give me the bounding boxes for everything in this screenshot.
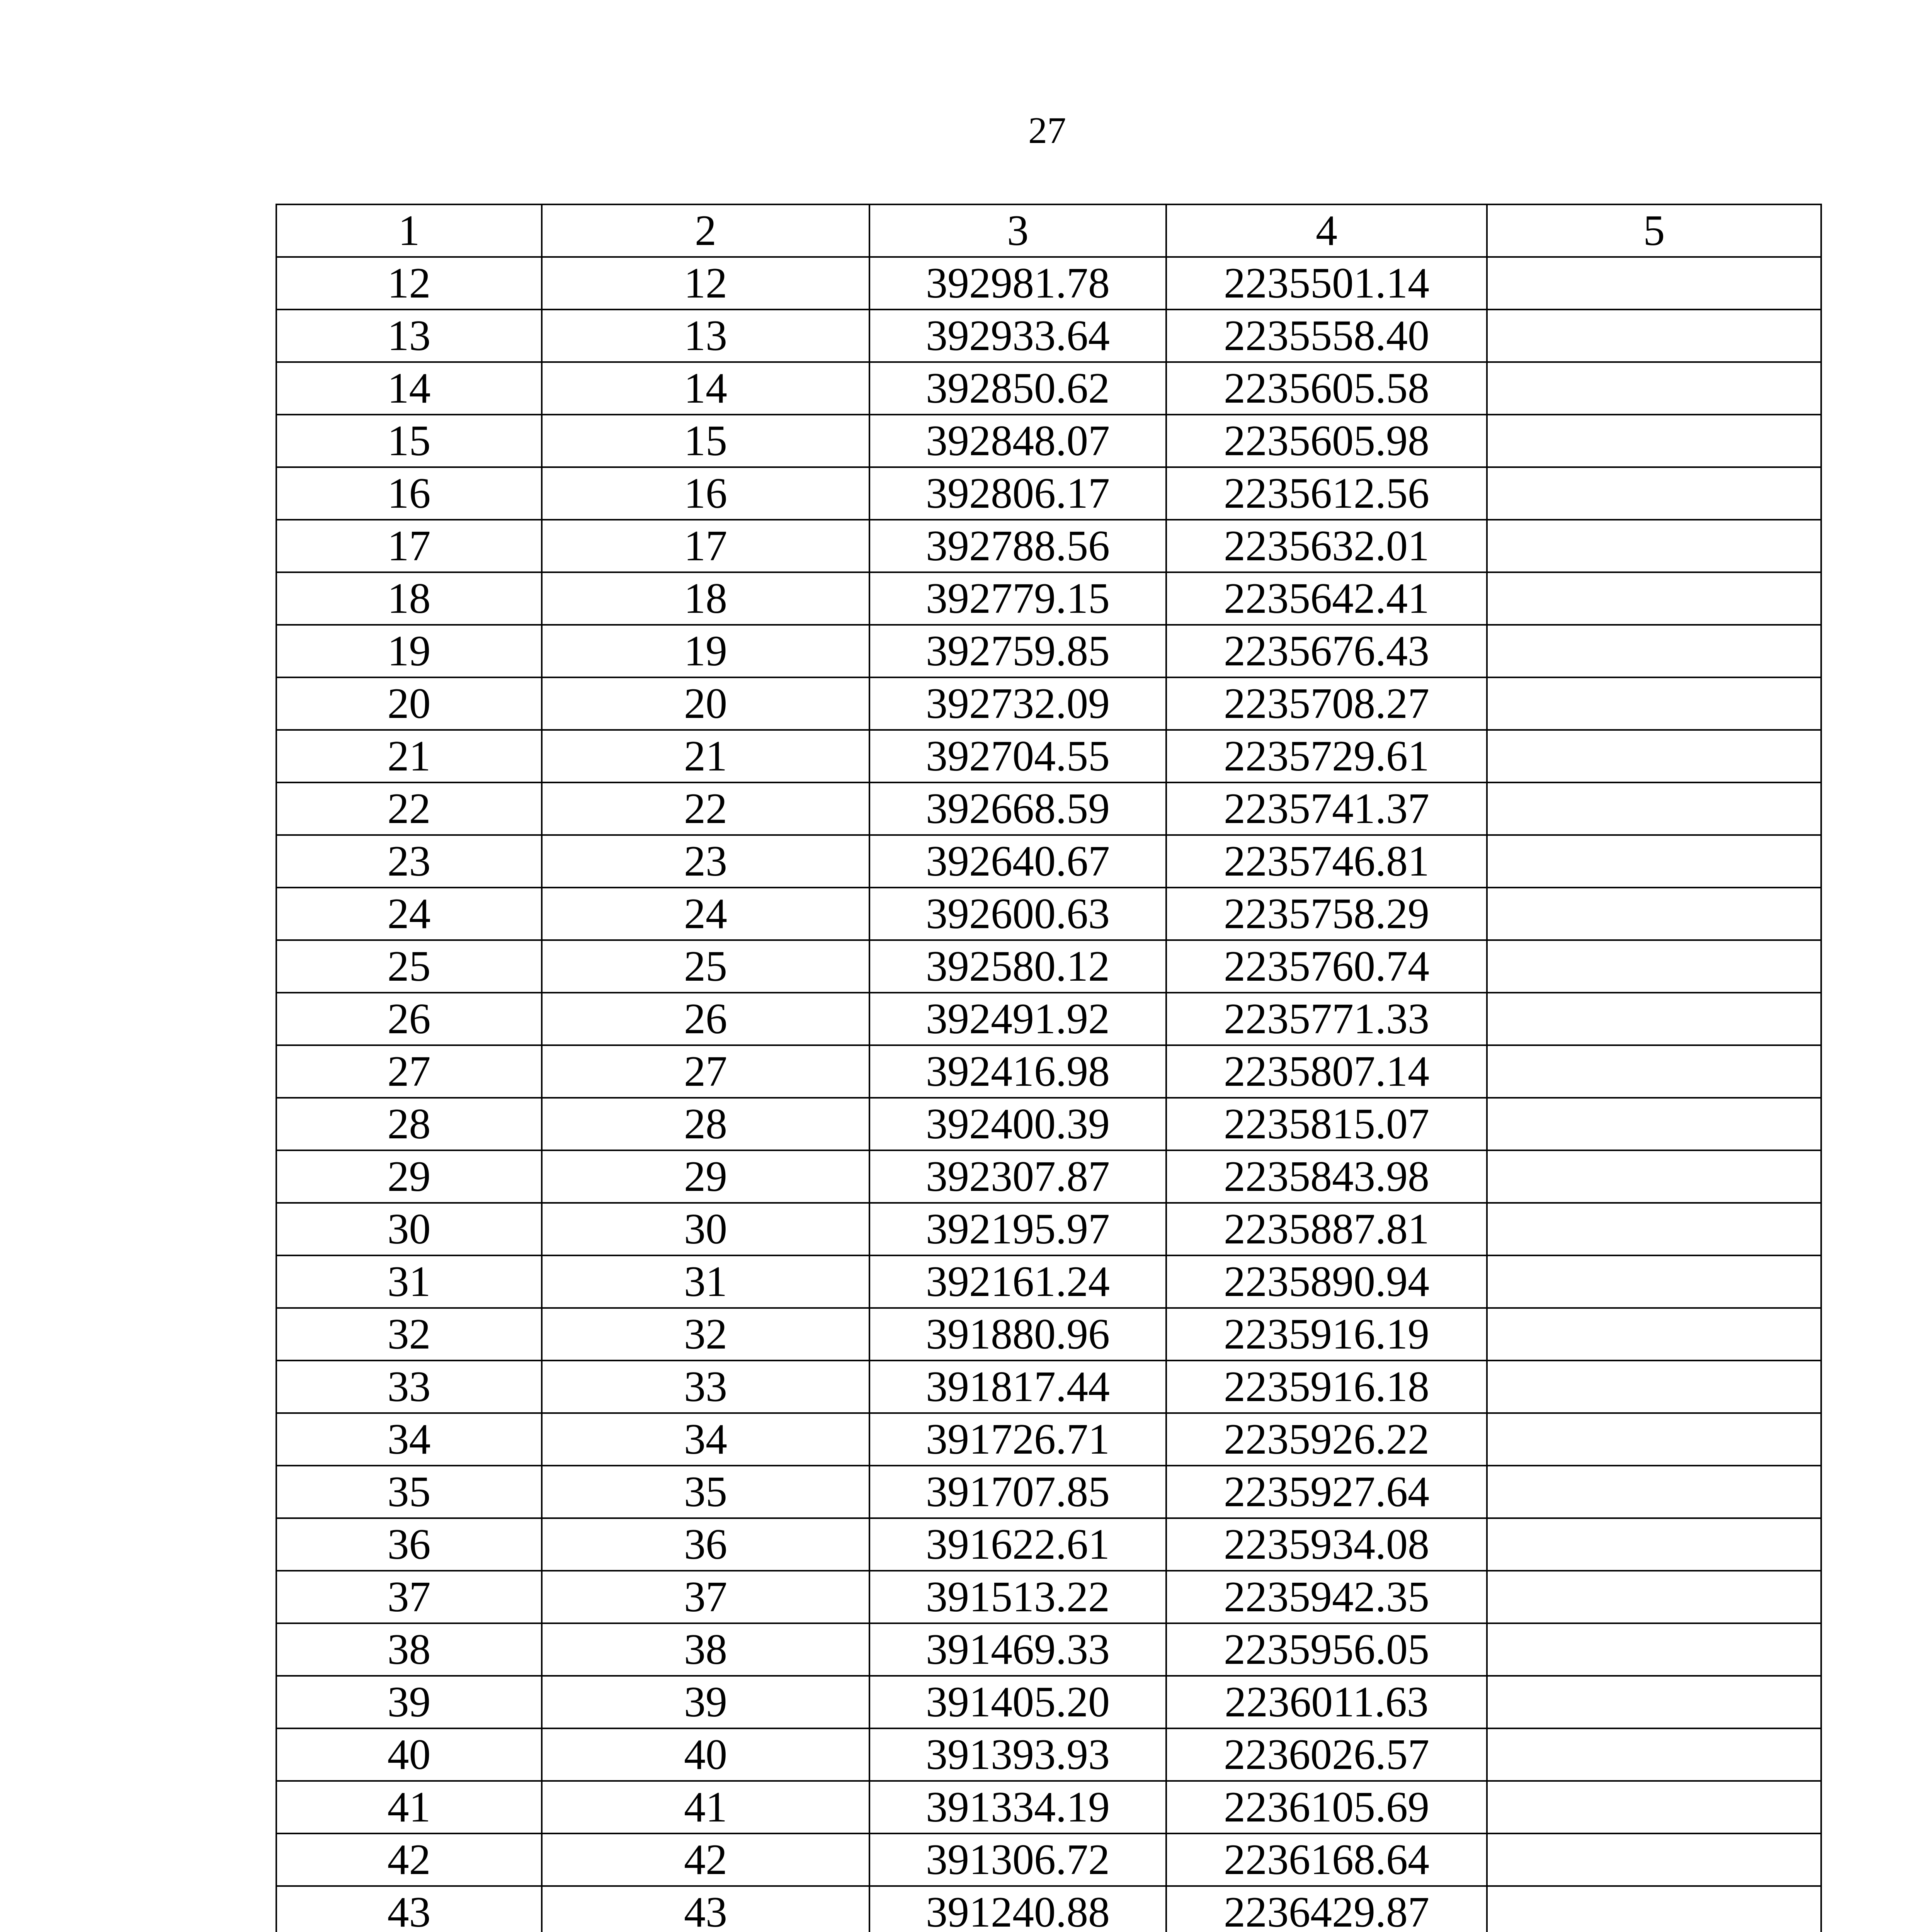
point-number-cell: 24 [276, 888, 542, 940]
point-number-cell: 13 [276, 310, 542, 362]
point-id-cell: 37 [542, 1571, 869, 1623]
x-coordinate-cell: 391513.22 [869, 1571, 1166, 1623]
point-number-cell: 41 [276, 1781, 542, 1833]
point-id-cell: 29 [542, 1150, 869, 1203]
x-coordinate-cell: 391880.96 [869, 1308, 1166, 1361]
table-row [276, 415, 1821, 467]
y-coordinate-cell: 2235916.18 [1166, 1361, 1487, 1413]
x-coordinate-cell: 391405.20 [869, 1676, 1166, 1728]
x-coordinate-cell: 392759.85 [869, 625, 1166, 677]
note-cell [1487, 467, 1821, 520]
table-row [276, 1518, 1821, 1571]
note-cell [1487, 940, 1821, 993]
x-coordinate-cell: 391469.33 [869, 1623, 1166, 1676]
table-body [276, 204, 1821, 1932]
table-row [276, 362, 1821, 415]
y-coordinate-cell: 2236105.69 [1166, 1781, 1487, 1833]
point-number-cell: 42 [276, 1833, 542, 1886]
note-cell [1487, 993, 1821, 1045]
y-coordinate-cell: 2235942.35 [1166, 1571, 1487, 1623]
y-coordinate-cell: 2235676.43 [1166, 625, 1487, 677]
note-cell [1487, 1413, 1821, 1466]
point-id-cell: 25 [542, 940, 869, 993]
x-coordinate-cell: 391622.61 [869, 1518, 1166, 1571]
y-coordinate-cell: 2236026.57 [1166, 1728, 1487, 1781]
table-row [276, 1571, 1821, 1623]
x-coordinate-cell: 391707.85 [869, 1466, 1166, 1518]
point-id-cell: 38 [542, 1623, 869, 1676]
table-header-row [276, 204, 1821, 257]
table-row [276, 1045, 1821, 1098]
table-row [276, 1466, 1821, 1518]
y-coordinate-cell: 2235632.01 [1166, 520, 1487, 572]
table-row [276, 1728, 1821, 1781]
note-cell [1487, 1203, 1821, 1255]
point-number-cell: 23 [276, 835, 542, 888]
note-cell [1487, 257, 1821, 310]
y-coordinate-cell: 2235758.29 [1166, 888, 1487, 940]
note-cell [1487, 415, 1821, 467]
table-row [276, 310, 1821, 362]
point-number-cell: 37 [276, 1571, 542, 1623]
note-cell [1487, 625, 1821, 677]
header-cell-1: 1 [276, 204, 542, 257]
point-id-cell: 22 [542, 782, 869, 835]
y-coordinate-cell: 2235890.94 [1166, 1255, 1487, 1308]
table-row [276, 782, 1821, 835]
note-cell [1487, 835, 1821, 888]
point-number-cell: 32 [276, 1308, 542, 1361]
point-id-cell: 27 [542, 1045, 869, 1098]
table-row [276, 1781, 1821, 1833]
point-number-cell: 27 [276, 1045, 542, 1098]
note-cell [1487, 310, 1821, 362]
point-id-cell: 42 [542, 1833, 869, 1886]
table-row [276, 1361, 1821, 1413]
point-number-cell: 12 [276, 257, 542, 310]
point-id-cell: 15 [542, 415, 869, 467]
note-cell [1487, 677, 1821, 730]
y-coordinate-cell: 2235815.07 [1166, 1098, 1487, 1150]
point-id-cell: 21 [542, 730, 869, 782]
y-coordinate-cell: 2236011.63 [1166, 1676, 1487, 1728]
note-cell [1487, 1518, 1821, 1571]
point-id-cell: 12 [542, 257, 869, 310]
note-cell [1487, 572, 1821, 625]
header-cell-5: 5 [1487, 204, 1821, 257]
x-coordinate-cell: 392307.87 [869, 1150, 1166, 1203]
point-number-cell: 18 [276, 572, 542, 625]
y-coordinate-cell: 2235771.33 [1166, 993, 1487, 1045]
x-coordinate-cell: 392195.97 [869, 1203, 1166, 1255]
y-coordinate-cell: 2235612.56 [1166, 467, 1487, 520]
y-coordinate-cell: 2235746.81 [1166, 835, 1487, 888]
x-coordinate-cell: 392806.17 [869, 467, 1166, 520]
x-coordinate-cell: 391334.19 [869, 1781, 1166, 1833]
point-id-cell: 43 [542, 1886, 869, 1932]
point-number-cell: 25 [276, 940, 542, 993]
point-id-cell: 35 [542, 1466, 869, 1518]
point-id-cell: 30 [542, 1203, 869, 1255]
point-number-cell: 26 [276, 993, 542, 1045]
table-row [276, 993, 1821, 1045]
point-number-cell: 21 [276, 730, 542, 782]
y-coordinate-cell: 2235916.19 [1166, 1308, 1487, 1361]
x-coordinate-cell: 392704.55 [869, 730, 1166, 782]
point-id-cell: 41 [542, 1781, 869, 1833]
y-coordinate-cell: 2235926.22 [1166, 1413, 1487, 1466]
note-cell [1487, 1623, 1821, 1676]
x-coordinate-cell: 392640.67 [869, 835, 1166, 888]
point-number-cell: 35 [276, 1466, 542, 1518]
point-id-cell: 24 [542, 888, 869, 940]
y-coordinate-cell: 2235642.41 [1166, 572, 1487, 625]
x-coordinate-cell: 392933.64 [869, 310, 1166, 362]
note-cell [1487, 730, 1821, 782]
point-id-cell: 19 [542, 625, 869, 677]
table-row [276, 888, 1821, 940]
note-cell [1487, 362, 1821, 415]
table-row [276, 940, 1821, 993]
x-coordinate-cell: 392600.63 [869, 888, 1166, 940]
x-coordinate-cell: 391306.72 [869, 1833, 1166, 1886]
x-coordinate-cell: 392668.59 [869, 782, 1166, 835]
note-cell [1487, 1255, 1821, 1308]
y-coordinate-cell: 2235887.81 [1166, 1203, 1487, 1255]
note-cell [1487, 1728, 1821, 1781]
point-number-cell: 16 [276, 467, 542, 520]
y-coordinate-cell: 2235501.14 [1166, 257, 1487, 310]
note-cell [1487, 1045, 1821, 1098]
table-row [276, 467, 1821, 520]
note-cell [1487, 782, 1821, 835]
y-coordinate-cell: 2235843.98 [1166, 1150, 1487, 1203]
table-row [276, 257, 1821, 310]
x-coordinate-cell: 391817.44 [869, 1361, 1166, 1413]
x-coordinate-cell: 392416.98 [869, 1045, 1166, 1098]
y-coordinate-cell: 2236429.87 [1166, 1886, 1487, 1932]
table-row [276, 730, 1821, 782]
point-id-cell: 20 [542, 677, 869, 730]
y-coordinate-cell: 2235558.40 [1166, 310, 1487, 362]
point-number-cell: 36 [276, 1518, 542, 1571]
note-cell [1487, 1676, 1821, 1728]
point-id-cell: 16 [542, 467, 869, 520]
y-coordinate-cell: 2235605.58 [1166, 362, 1487, 415]
point-number-cell: 20 [276, 677, 542, 730]
table-row [276, 1203, 1821, 1255]
x-coordinate-cell: 392788.56 [869, 520, 1166, 572]
x-coordinate-cell: 391240.88 [869, 1886, 1166, 1932]
x-coordinate-cell: 392491.92 [869, 993, 1166, 1045]
coordinates-table [276, 204, 1822, 1932]
table-row [276, 625, 1821, 677]
x-coordinate-cell: 392779.15 [869, 572, 1166, 625]
point-id-cell: 36 [542, 1518, 869, 1571]
x-coordinate-cell: 391726.71 [869, 1413, 1166, 1466]
header-cell-3: 3 [869, 204, 1166, 257]
point-number-cell: 14 [276, 362, 542, 415]
table-row [276, 520, 1821, 572]
point-number-cell: 30 [276, 1203, 542, 1255]
point-id-cell: 31 [542, 1255, 869, 1308]
point-id-cell: 26 [542, 993, 869, 1045]
table-row [276, 1255, 1821, 1308]
x-coordinate-cell: 392732.09 [869, 677, 1166, 730]
table-row [276, 1150, 1821, 1203]
point-number-cell: 29 [276, 1150, 542, 1203]
y-coordinate-cell: 2235729.61 [1166, 730, 1487, 782]
y-coordinate-cell: 2235927.64 [1166, 1466, 1487, 1518]
table-row [276, 1308, 1821, 1361]
table-row [276, 1623, 1821, 1676]
table-row [276, 677, 1821, 730]
x-coordinate-cell: 391393.93 [869, 1728, 1166, 1781]
point-id-cell: 17 [542, 520, 869, 572]
y-coordinate-cell: 2235807.14 [1166, 1045, 1487, 1098]
point-id-cell: 28 [542, 1098, 869, 1150]
y-coordinate-cell: 2236168.64 [1166, 1833, 1487, 1886]
y-coordinate-cell: 2235741.37 [1166, 782, 1487, 835]
note-cell [1487, 1150, 1821, 1203]
point-id-cell: 18 [542, 572, 869, 625]
note-cell [1487, 888, 1821, 940]
y-coordinate-cell: 2235708.27 [1166, 677, 1487, 730]
point-id-cell: 39 [542, 1676, 869, 1728]
point-number-cell: 15 [276, 415, 542, 467]
point-number-cell: 38 [276, 1623, 542, 1676]
x-coordinate-cell: 392400.39 [869, 1098, 1166, 1150]
table-row [276, 1676, 1821, 1728]
table-row [276, 572, 1821, 625]
note-cell [1487, 1781, 1821, 1833]
point-id-cell: 13 [542, 310, 869, 362]
x-coordinate-cell: 392981.78 [869, 257, 1166, 310]
point-number-cell: 33 [276, 1361, 542, 1413]
page-number: 27 [1028, 110, 1066, 151]
note-cell [1487, 1466, 1821, 1518]
point-number-cell: 43 [276, 1886, 542, 1932]
x-coordinate-cell: 392848.07 [869, 415, 1166, 467]
note-cell [1487, 1886, 1821, 1932]
table-row [276, 835, 1821, 888]
point-number-cell: 17 [276, 520, 542, 572]
point-number-cell: 28 [276, 1098, 542, 1150]
point-id-cell: 33 [542, 1361, 869, 1413]
header-cell-4: 4 [1166, 204, 1487, 257]
y-coordinate-cell: 2235605.98 [1166, 415, 1487, 467]
y-coordinate-cell: 2235934.08 [1166, 1518, 1487, 1571]
point-id-cell: 14 [542, 362, 869, 415]
point-number-cell: 40 [276, 1728, 542, 1781]
x-coordinate-cell: 392850.62 [869, 362, 1166, 415]
table-row [276, 1098, 1821, 1150]
note-cell [1487, 520, 1821, 572]
y-coordinate-cell: 2235956.05 [1166, 1623, 1487, 1676]
x-coordinate-cell: 392161.24 [869, 1255, 1166, 1308]
note-cell [1487, 1308, 1821, 1361]
note-cell [1487, 1098, 1821, 1150]
point-id-cell: 32 [542, 1308, 869, 1361]
y-coordinate-cell: 2235760.74 [1166, 940, 1487, 993]
point-number-cell: 39 [276, 1676, 542, 1728]
header-cell-2: 2 [542, 204, 869, 257]
x-coordinate-cell: 392580.12 [869, 940, 1166, 993]
point-number-cell: 19 [276, 625, 542, 677]
point-number-cell: 31 [276, 1255, 542, 1308]
table-row [276, 1413, 1821, 1466]
point-id-cell: 34 [542, 1413, 869, 1466]
table-row [276, 1886, 1821, 1932]
point-id-cell: 40 [542, 1728, 869, 1781]
table-row [276, 1833, 1821, 1886]
point-id-cell: 23 [542, 835, 869, 888]
note-cell [1487, 1833, 1821, 1886]
note-cell [1487, 1361, 1821, 1413]
note-cell [1487, 1571, 1821, 1623]
point-number-cell: 22 [276, 782, 542, 835]
point-number-cell: 34 [276, 1413, 542, 1466]
